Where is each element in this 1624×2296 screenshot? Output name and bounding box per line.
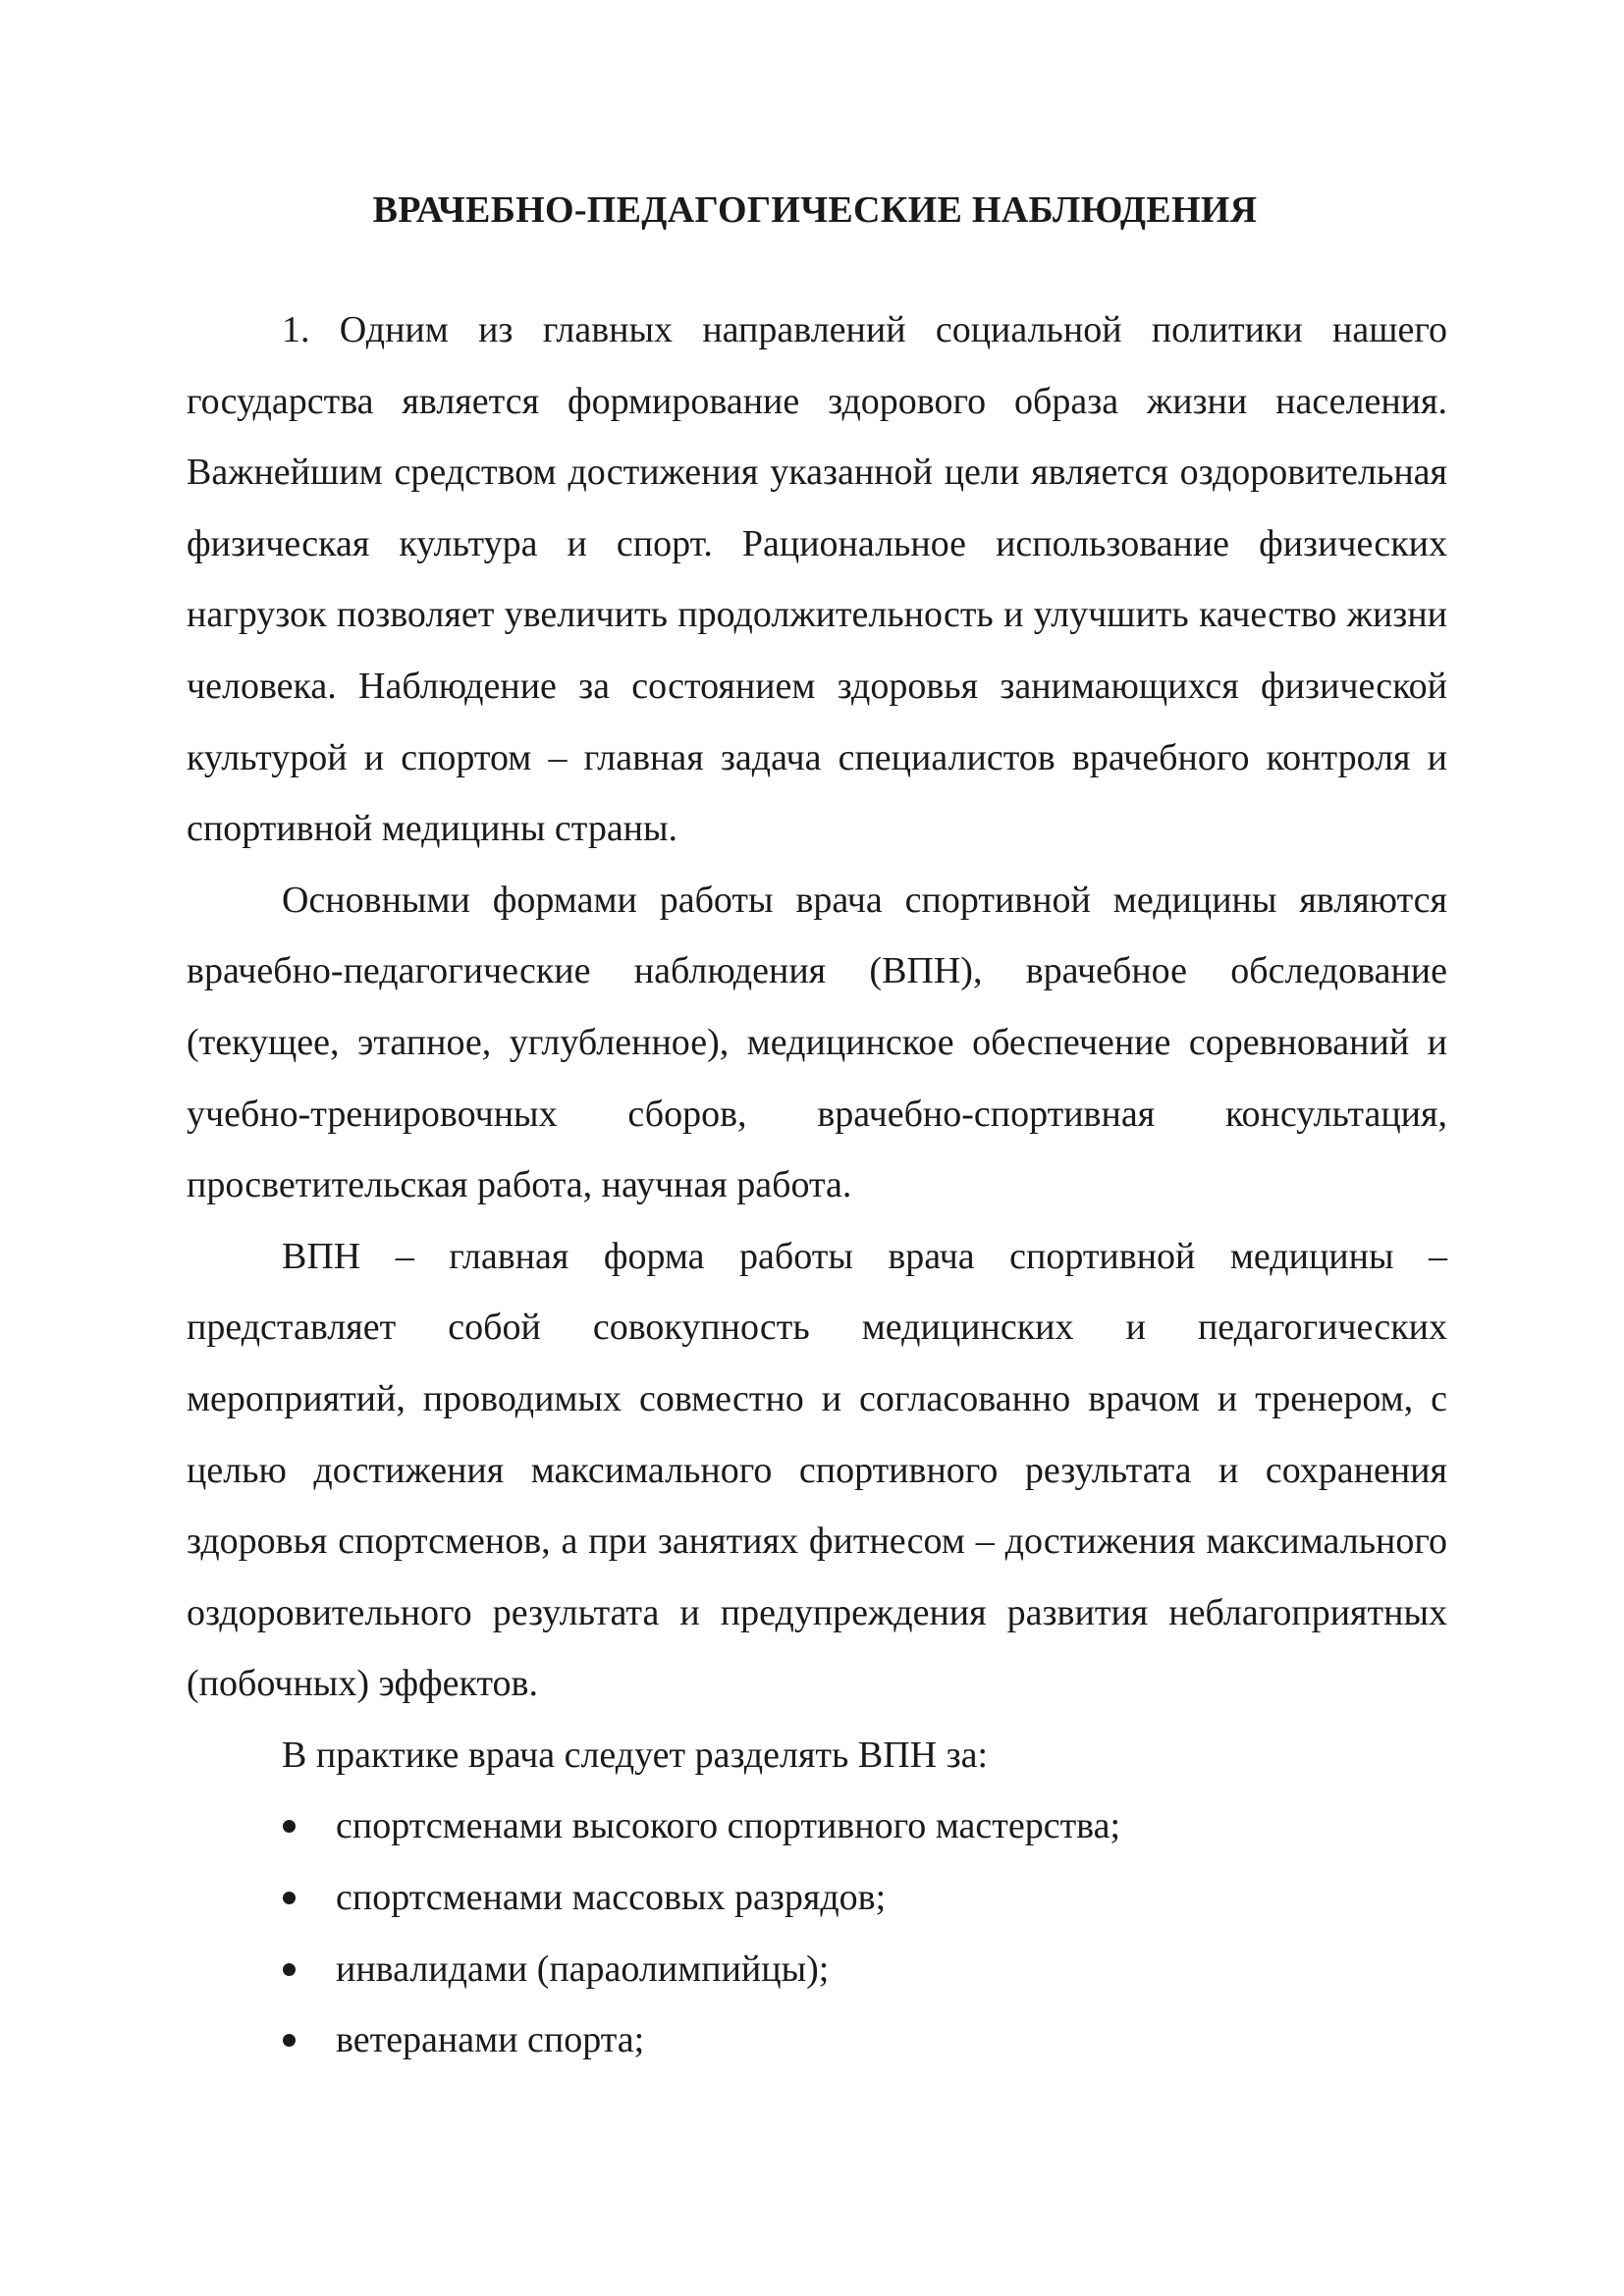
list-item [187,2004,1447,2076]
list-item [187,1934,1447,2005]
document-body [187,294,1447,2076]
document-title: ВРАЧЕБНО-ПЕДАГОГИЧЕСКИЕ НАБЛЮДЕНИЯ [372,189,1258,231]
list-intro: В практике врача следует разделять ВПН за: [282,1734,989,1776]
list-item-text: инвалидами (параолимпийцы); [336,1948,830,1990]
list-item-text: спортсменами высокого спортивного мастерства; [336,1805,1121,1847]
list-item [187,1790,1447,1862]
bullet-icon [283,2034,296,2047]
paragraph: Основными формами работы врача спортивной медицины являются врачебно-педагогические наблюдения (ВПН), врачебное обследование (текущее, этапное, углубленное), медицинское обеспечение соревнований и учебно-тренировочных сборов, врачебно-спортивная консультация, просветительская работа, научная работа. [187,879,1447,1206]
paragraph: 1. Одним из главных направлений социальной политики нашего государства является формирование здорового образа жизни населения. Важнейшим средством достижения указанной цели является оздоровительная физическая культура и спорт. Рациональное использование физических нагрузок позволяет увеличить продолжительность и улучшить качество жизни человека. Наблюдение за состоянием здоровья занимающихся физической культурой и спортом – главная задача специалистов врачебного контроля и спортивной медицины страны. [187,309,1447,850]
list-item-text: спортсменами массовых разрядов; [336,1877,887,1919]
list-item-text: ветеранами спорта; [336,2019,645,2061]
bullet-list [187,1790,1447,2075]
bullet-icon [283,1892,296,1904]
paragraph: ВПН – главная форма работы врача спортивной медицины – представляет собой совокупность медицинских и педагогических мероприятий, проводимых совместно и согласованно врачом и тренером, с целью достижения максимального спортивного результата и сохранения здоровья спортсменов, а при занятиях фитнесом – достижения максимального оздоровительного результата и предупреждения развития неблагоприятных (побочных) эффектов. [187,1235,1447,1705]
bullet-icon [283,1820,296,1833]
bullet-icon [283,1963,296,1976]
list-item [187,1862,1447,1934]
